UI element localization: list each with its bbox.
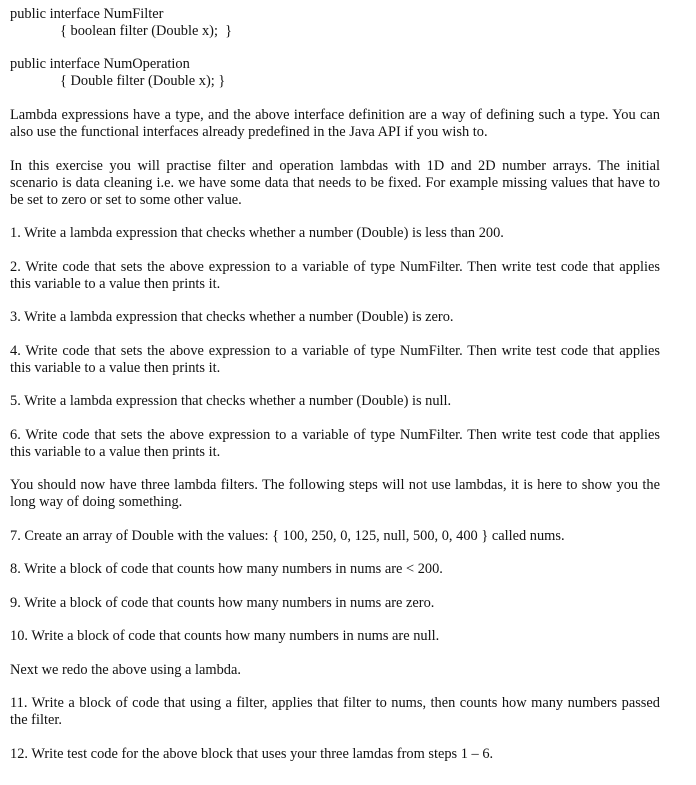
task-12: 12. Write test code for the above block that uses your three lamdas from steps 1 – 6. [10, 745, 494, 762]
numoperation-interface-header: public interface NumOperation [10, 56, 190, 72]
transition-paragraph: You should now have three lambda filters. The following steps will not use lambdas, it is here to show you the long way of doing something. [10, 477, 660, 510]
task-9: 9. Write a block of code that counts how many numbers in nums are zero. [10, 594, 435, 611]
task-3: 3. Write a lambda expression that checks whether a number (Double) is zero. [10, 309, 454, 325]
task-7: 7. Create an array of Double with the values: { 100, 250, 0, 125, null, 500, 0, 400 } called nums. [10, 527, 565, 544]
task-2: 2. Write code that sets the above expression to a variable of type NumFilter. Then write test code that applies this variable to a value then prints it. [10, 258, 660, 292]
task-1: 1. Write a lambda expression that checks whether a number (Double) is less than 200. [10, 225, 504, 241]
numfilter-interface-body: { boolean filter (Double x); } [60, 23, 233, 39]
redo-paragraph: Next we redo the above using a lambda. [10, 661, 241, 678]
task-4: 4. Write code that sets the above expression to a variable of type NumFilter. Then write test code that applies this variable to a value then prints it. [10, 342, 660, 376]
task-11: 11. Write a block of code that using a filter, applies that filter to nums, then counts how many numbers passed the filter. [10, 695, 660, 728]
task-10: 10. Write a block of code that counts how many numbers in nums are null. [10, 628, 440, 644]
task-8: 8. Write a block of code that counts how many numbers in nums are < 200. [10, 561, 443, 577]
numoperation-interface-body: { Double filter (Double x); } [60, 73, 226, 89]
task-6: 6. Write code that sets the above expression to a variable of type NumFilter. Then write test code that applies this variable to a value then prints it. [10, 426, 660, 460]
task-5: 5. Write a lambda expression that checks whether a number (Double) is null. [10, 393, 452, 409]
numoperation-interface-code [10, 56, 660, 90]
numfilter-interface-code [10, 6, 660, 40]
document-body [10, 6, 660, 779]
numfilter-interface-header: public interface NumFilter [10, 6, 164, 22]
scenario-paragraph: In this exercise you will practise filter and operation lambdas with 1D and 2D number arrays. The initial scenario is data cleaning i.e. we have some data that needs to be fixed. For example missing values that have to be set to zero or set to some other value. [10, 157, 660, 208]
intro-paragraph: Lambda expressions have a type, and the above interface definition are a way of defining such a type. You can also use the functional interfaces already predefined in the Java API if you wish to. [10, 107, 660, 140]
